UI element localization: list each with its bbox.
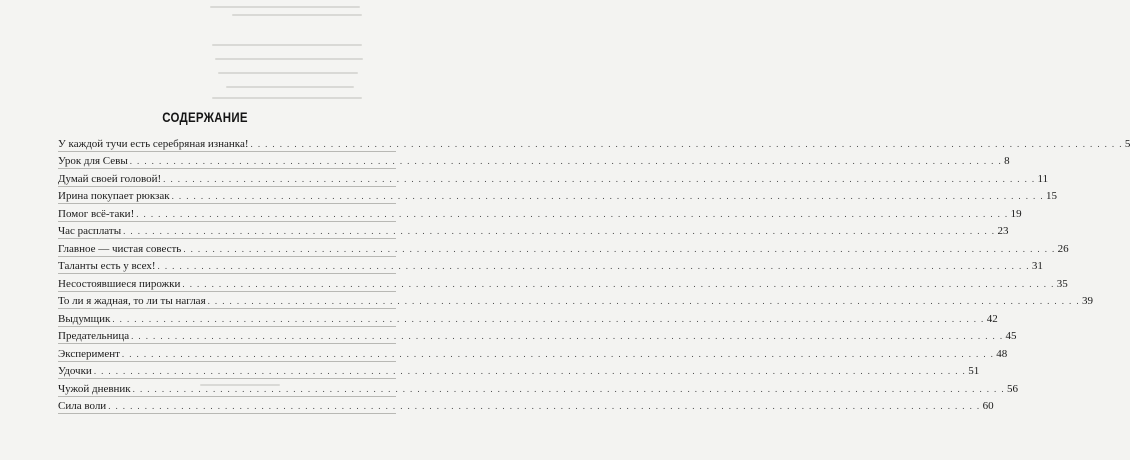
dot-leader: . . . . . . . . . . . . . . . . . . . . . . . . . . . . . . . . . . . . . . . . . . . . . . . . . . . . . . . . . . . . . . . . . . . . . . . . . . . . . . . . . . . . . . . . . . . . . . . . . . . . . . . . . . . . . . . . . . . . . . . . — [129, 156, 1003, 166]
bleed-through-line — [218, 72, 358, 74]
toc-entry-page-number: 48 — [996, 347, 1008, 360]
toc-entry-page-number: 39 — [1081, 295, 1093, 307]
toc-entry[interactable] — [58, 292, 1093, 310]
toc-entry[interactable] — [58, 187, 1057, 205]
toc-entry-title: Чужой дневник — [58, 382, 131, 395]
bleed-through-line — [212, 97, 362, 99]
dot-leader: . . . . . . . . . . . . . . . . . . . . . . . . . . . . . . . . . . . . . . . . . . . . . . . . . . . . . . . . . . . . . . . . . . . . . . . . . . . . . . . . . . . . . . . . . . . . . . . . . . . . . . . . . . . . . . . . . . . . . . . . — [93, 366, 967, 376]
toc-entry-title: Таланты есть у всех! — [58, 260, 156, 272]
toc-entry[interactable] — [58, 134, 1130, 152]
toc-entry[interactable] — [58, 274, 1068, 292]
toc-entry[interactable] — [58, 309, 998, 327]
bleed-through-line — [226, 86, 354, 88]
toc-entry-title: Ирина покупает рюкзак — [58, 190, 170, 202]
toc-entry[interactable] — [58, 327, 1017, 345]
dot-leader: . . . . . . . . . . . . . . . . . . . . . . . . . . . . . . . . . . . . . . . . . . . . . . . . . . . . . . . . . . . . . . . . . . . . . . . . . . . . . . . . . . . . . . . . . . . . . . . . . . . . . . . . . . . . . . . . . . . . . . . . — [207, 296, 1080, 306]
toc-entry-title: Думай своей головой! — [58, 172, 162, 185]
dot-leader: . . . . . . . . . . . . . . . . . . . . . . . . . . . . . . . . . . . . . . . . . . . . . . . . . . . . . . . . . . . . . . . . . . . . . . . . . . . . . . . . . . . . . . . . . . . . . . . . . . . . . . . . . . . . . . . . . . . . . . . . — [171, 191, 1044, 201]
toc-entry[interactable] — [58, 257, 1043, 275]
toc-entry[interactable] — [58, 397, 994, 415]
toc-entry-page-number: 56 — [1007, 382, 1019, 395]
toc-entry-title: Предательница — [58, 330, 130, 342]
toc-entry-title: Эксперимент — [58, 347, 120, 360]
dot-leader: . . . . . . . . . . . . . . . . . . . . . . . . . . . . . . . . . . . . . . . . . . . . . . . . . . . . . . . . . . . . . . . . . . . . . . . . . . . . . . . . . . . . . . . . . . . . . . . . . . . . . . . . . . . . . . . . . . . . . . . . — [157, 261, 1030, 271]
toc-entry[interactable] — [58, 379, 1019, 397]
dot-leader: . . . . . . . . . . . . . . . . . . . . . . . . . . . . . . . . . . . . . . . . . . . . . . . . . . . . . . . . . . . . . . . . . . . . . . . . . . . . . . . . . . . . . . . . . . . . . . . . . . . . . . . . . . . . . . . . . . . . . . . . — [121, 348, 995, 359]
toc-entry-page-number: 26 — [1057, 242, 1069, 255]
bleed-through-line — [210, 6, 360, 8]
table-of-contents — [58, 134, 1130, 414]
toc-entry-title: У каждой тучи есть серебряная изнанка! — [58, 137, 249, 150]
toc-entry-title: То ли я жадная, то ли ты наглая — [58, 295, 206, 307]
dot-leader: . . . . . . . . . . . . . . . . . . . . . . . . . . . . . . . . . . . . . . . . . . . . . . . . . . . . . . . . . . . . . . . . . . . . . . . . . . . . . . . . . . . . . . . . . . . . . . . . . . . . . . . . . . . . . . . . . . . . . . . . — [123, 226, 996, 236]
toc-entry-page-number: 5 — [1124, 137, 1130, 150]
dot-leader: . . . . . . . . . . . . . . . . . . . . . . . . . . . . . . . . . . . . . . . . . . . . . . . . . . . . . . . . . . . . . . . . . . . . . . . . . . . . . . . . . . . . . . . . . . . . . . . . . . . . . . . . . . . . . . . . . . . . . . . . — [250, 138, 1123, 149]
toc-entry[interactable] — [58, 169, 1049, 187]
toc-entry-page-number: 60 — [982, 400, 994, 412]
toc-entry-page-number: 11 — [1037, 172, 1049, 185]
dot-leader: . . . . . . . . . . . . . . . . . . . . . . . . . . . . . . . . . . . . . . . . . . . . . . . . . . . . . . . . . . . . . . . . . . . . . . . . . . . . . . . . . . . . . . . . . . . . . . . . . . . . . . . . . . . . . . . . . . . . . . . . — [131, 331, 1004, 341]
toc-entry-title: Сила воли — [58, 400, 107, 412]
dot-leader: . . . . . . . . . . . . . . . . . . . . . . . . . . . . . . . . . . . . . . . . . . . . . . . . . . . . . . . . . . . . . . . . . . . . . . . . . . . . . . . . . . . . . . . . . . . . . . . . . . . . . . . . . . . . . . . . . . . . . . . . — [132, 383, 1006, 394]
toc-entry[interactable] — [58, 152, 1010, 170]
toc-entry-page-number: 51 — [968, 365, 980, 377]
toc-entry-title: Час расплаты — [58, 225, 122, 237]
toc-entry-title: Удочки — [58, 365, 92, 377]
toc-entry-page-number: 15 — [1045, 190, 1057, 202]
toc-entry-page-number: 42 — [986, 312, 998, 325]
toc-entry[interactable] — [58, 239, 1069, 257]
toc-entry-page-number: 35 — [1056, 277, 1068, 290]
dot-leader: . . . . . . . . . . . . . . . . . . . . . . . . . . . . . . . . . . . . . . . . . . . . . . . . . . . . . . . . . . . . . . . . . . . . . . . . . . . . . . . . . . . . . . . . . . . . . . . . . . . . . . . . . . . . . . . . . . . . . . . . — [183, 243, 1056, 254]
toc-entry-page-number: 23 — [997, 225, 1009, 237]
toc-entry-page-number: 31 — [1031, 260, 1043, 272]
toc-entry-title: Помог всё-таки! — [58, 207, 135, 220]
toc-entry-title: Выдумщик — [58, 312, 111, 325]
toc-entry[interactable] — [58, 222, 1009, 240]
bleed-through-line — [212, 44, 362, 46]
page-title: СОДЕРЖАНИЕ — [162, 109, 248, 125]
toc-entry[interactable] — [58, 204, 1022, 222]
toc-entry-title: Урок для Севы — [58, 155, 128, 167]
toc-entry[interactable] — [58, 362, 980, 380]
dot-leader: . . . . . . . . . . . . . . . . . . . . . . . . . . . . . . . . . . . . . . . . . . . . . . . . . . . . . . . . . . . . . . . . . . . . . . . . . . . . . . . . . . . . . . . . . . . . . . . . . . . . . . . . . . . . . . . . . . . . . . . . — [163, 173, 1036, 184]
toc-entry-title: Несостоявшиеся пирожки — [58, 277, 181, 290]
toc-entry[interactable] — [58, 344, 1008, 362]
bleed-through-line — [232, 14, 362, 16]
toc-entry-page-number: 8 — [1004, 155, 1010, 167]
dot-leader: . . . . . . . . . . . . . . . . . . . . . . . . . . . . . . . . . . . . . . . . . . . . . . . . . . . . . . . . . . . . . . . . . . . . . . . . . . . . . . . . . . . . . . . . . . . . . . . . . . . . . . . . . . . . . . . . . . . . . . . . — [182, 278, 1055, 289]
dot-leader: . . . . . . . . . . . . . . . . . . . . . . . . . . . . . . . . . . . . . . . . . . . . . . . . . . . . . . . . . . . . . . . . . . . . . . . . . . . . . . . . . . . . . . . . . . . . . . . . . . . . . . . . . . . . . . . . . . . . . . . . — [112, 313, 985, 324]
bleed-through-line — [215, 58, 363, 60]
toc-entry-page-number: 19 — [1010, 207, 1022, 220]
dot-leader: . . . . . . . . . . . . . . . . . . . . . . . . . . . . . . . . . . . . . . . . . . . . . . . . . . . . . . . . . . . . . . . . . . . . . . . . . . . . . . . . . . . . . . . . . . . . . . . . . . . . . . . . . . . . . . . . . . . . . . . . — [136, 208, 1009, 219]
toc-entry-page-number: 45 — [1005, 330, 1017, 342]
toc-entry-title: Главное — чистая совесть — [58, 242, 182, 255]
dot-leader: . . . . . . . . . . . . . . . . . . . . . . . . . . . . . . . . . . . . . . . . . . . . . . . . . . . . . . . . . . . . . . . . . . . . . . . . . . . . . . . . . . . . . . . . . . . . . . . . . . . . . . . . . . . . . . . . . . . . . . . . — [108, 401, 981, 411]
